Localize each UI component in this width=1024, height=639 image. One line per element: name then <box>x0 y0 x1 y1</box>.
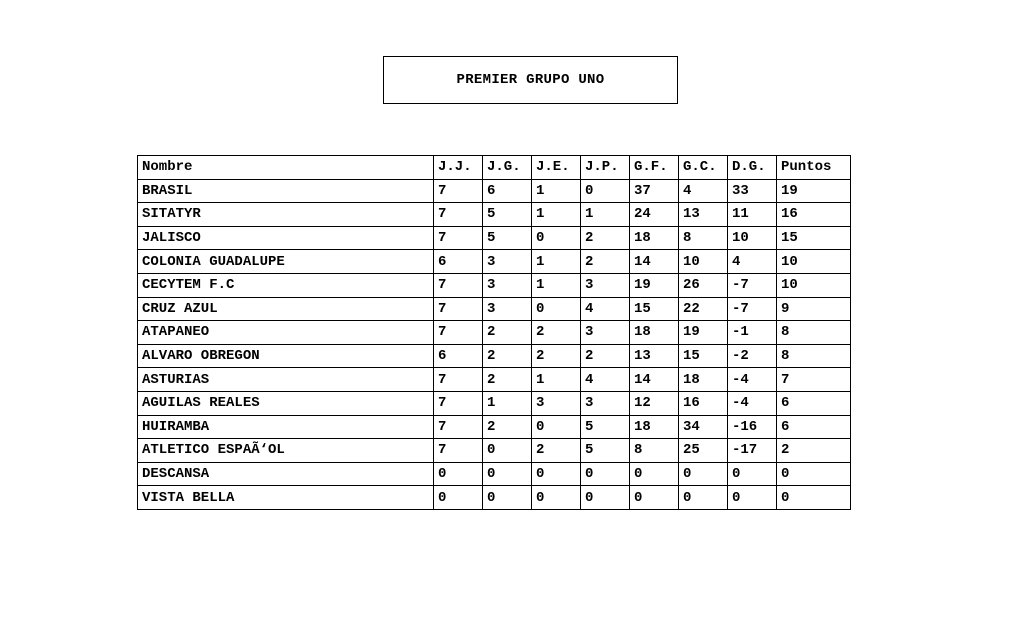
stat-cell: 6 <box>483 179 532 203</box>
stat-cell: 0 <box>679 462 728 486</box>
stat-cell: 7 <box>434 439 483 463</box>
column-header: G.F. <box>630 156 679 180</box>
stat-cell: 14 <box>630 250 679 274</box>
stat-cell: 2 <box>581 250 630 274</box>
stat-cell: 10 <box>679 250 728 274</box>
stat-cell: 0 <box>581 462 630 486</box>
stat-cell: 0 <box>483 486 532 510</box>
stat-cell: 33 <box>728 179 777 203</box>
stat-cell: 1 <box>581 203 630 227</box>
table-row <box>138 321 851 345</box>
stat-cell: -7 <box>728 297 777 321</box>
stat-cell: 18 <box>630 321 679 345</box>
stat-cell: 15 <box>679 344 728 368</box>
stat-cell: 0 <box>532 415 581 439</box>
stat-cell: 0 <box>532 486 581 510</box>
table-row <box>138 486 851 510</box>
stat-cell: 7 <box>434 226 483 250</box>
stat-cell: 0 <box>434 486 483 510</box>
page-title: PREMIER GRUPO UNO <box>456 72 605 88</box>
stat-cell: 7 <box>434 203 483 227</box>
team-name-cell: AGUILAS REALES <box>138 391 434 415</box>
team-name-cell: VISTA BELLA <box>138 486 434 510</box>
stat-cell: 5 <box>483 226 532 250</box>
stat-cell: 0 <box>728 462 777 486</box>
stat-cell: 0 <box>483 439 532 463</box>
stat-cell: 19 <box>777 179 851 203</box>
table-body <box>138 179 851 509</box>
table-row <box>138 439 851 463</box>
stat-cell: 4 <box>679 179 728 203</box>
stat-cell: 2 <box>532 439 581 463</box>
stat-cell: 7 <box>434 297 483 321</box>
stat-cell: 6 <box>777 391 851 415</box>
stat-cell: 7 <box>434 415 483 439</box>
table-row <box>138 368 851 392</box>
stat-cell: 25 <box>679 439 728 463</box>
column-header: Nombre <box>138 156 434 180</box>
stat-cell: 2 <box>581 344 630 368</box>
stat-cell: 6 <box>434 344 483 368</box>
stat-cell: 7 <box>777 368 851 392</box>
table-row <box>138 462 851 486</box>
team-name-cell: CRUZ AZUL <box>138 297 434 321</box>
table-row <box>138 391 851 415</box>
team-name-cell: DESCANSA <box>138 462 434 486</box>
stat-cell: 1 <box>532 250 581 274</box>
stat-cell: 2 <box>777 439 851 463</box>
stat-cell: 6 <box>434 250 483 274</box>
team-name-cell: ALVARO OBREGON <box>138 344 434 368</box>
stat-cell: 2 <box>483 368 532 392</box>
table-row <box>138 297 851 321</box>
stat-cell: 2 <box>581 226 630 250</box>
stat-cell: 18 <box>630 415 679 439</box>
standings-table <box>137 155 851 510</box>
stat-cell: 0 <box>630 462 679 486</box>
stat-cell: 0 <box>532 226 581 250</box>
stat-cell: 26 <box>679 273 728 297</box>
stat-cell: 0 <box>532 297 581 321</box>
stat-cell: 4 <box>581 297 630 321</box>
table-row <box>138 415 851 439</box>
stat-cell: -1 <box>728 321 777 345</box>
column-header: Puntos <box>777 156 851 180</box>
team-name-cell: HUIRAMBA <box>138 415 434 439</box>
stat-cell: 3 <box>483 250 532 274</box>
stat-cell: 0 <box>532 462 581 486</box>
stat-cell: 19 <box>630 273 679 297</box>
stat-cell: -7 <box>728 273 777 297</box>
stat-cell: 1 <box>532 368 581 392</box>
page-title-box <box>383 56 678 104</box>
stat-cell: 0 <box>581 179 630 203</box>
stat-cell: 5 <box>581 415 630 439</box>
stat-cell: 19 <box>679 321 728 345</box>
stat-cell: 2 <box>532 344 581 368</box>
team-name-cell: JALISCO <box>138 226 434 250</box>
stat-cell: 37 <box>630 179 679 203</box>
stat-cell: 6 <box>777 415 851 439</box>
stat-cell: 0 <box>630 486 679 510</box>
stat-cell: 9 <box>777 297 851 321</box>
stat-cell: 16 <box>679 391 728 415</box>
stat-cell: 0 <box>679 486 728 510</box>
stat-cell: 0 <box>581 486 630 510</box>
stat-cell: 13 <box>679 203 728 227</box>
stat-cell: 15 <box>630 297 679 321</box>
stat-cell: 1 <box>532 179 581 203</box>
stat-cell: 3 <box>581 321 630 345</box>
team-name-cell: COLONIA GUADALUPE <box>138 250 434 274</box>
stat-cell: 16 <box>777 203 851 227</box>
stat-cell: 18 <box>630 226 679 250</box>
stat-cell: 24 <box>630 203 679 227</box>
stat-cell: 8 <box>679 226 728 250</box>
stat-cell: 1 <box>532 273 581 297</box>
stat-cell: 0 <box>777 462 851 486</box>
stat-cell: 3 <box>581 391 630 415</box>
table-row <box>138 226 851 250</box>
column-header: J.E. <box>532 156 581 180</box>
column-header: G.C. <box>679 156 728 180</box>
table-row <box>138 344 851 368</box>
stat-cell: 22 <box>679 297 728 321</box>
stat-cell: 8 <box>777 321 851 345</box>
stat-cell: -4 <box>728 368 777 392</box>
stat-cell: 0 <box>483 462 532 486</box>
stat-cell: 0 <box>434 462 483 486</box>
stat-cell: 4 <box>581 368 630 392</box>
stat-cell: -17 <box>728 439 777 463</box>
stat-cell: 11 <box>728 203 777 227</box>
stat-cell: 8 <box>777 344 851 368</box>
stat-cell: 1 <box>532 203 581 227</box>
stat-cell: 14 <box>630 368 679 392</box>
table-row <box>138 203 851 227</box>
stat-cell: 7 <box>434 321 483 345</box>
stat-cell: 7 <box>434 179 483 203</box>
column-header: J.J. <box>434 156 483 180</box>
table-header-row <box>138 156 851 180</box>
stat-cell: 7 <box>434 368 483 392</box>
column-header: J.G. <box>483 156 532 180</box>
stat-cell: 7 <box>434 391 483 415</box>
stat-cell: 0 <box>728 486 777 510</box>
table-row <box>138 179 851 203</box>
stat-cell: 3 <box>532 391 581 415</box>
stat-cell: -2 <box>728 344 777 368</box>
stat-cell: 3 <box>581 273 630 297</box>
stat-cell: 10 <box>728 226 777 250</box>
stat-cell: 10 <box>777 250 851 274</box>
stat-cell: 2 <box>483 321 532 345</box>
team-name-cell: BRASIL <box>138 179 434 203</box>
column-header: D.G. <box>728 156 777 180</box>
column-header: J.P. <box>581 156 630 180</box>
stat-cell: 12 <box>630 391 679 415</box>
stat-cell: 13 <box>630 344 679 368</box>
stat-cell: 3 <box>483 297 532 321</box>
stat-cell: 2 <box>532 321 581 345</box>
stat-cell: 34 <box>679 415 728 439</box>
stat-cell: 10 <box>777 273 851 297</box>
team-name-cell: ATLETICO ESPAÃ‘OL <box>138 439 434 463</box>
stat-cell: 8 <box>630 439 679 463</box>
stat-cell: 7 <box>434 273 483 297</box>
stat-cell: 0 <box>777 486 851 510</box>
stat-cell: -16 <box>728 415 777 439</box>
table-row <box>138 273 851 297</box>
stat-cell: -4 <box>728 391 777 415</box>
stat-cell: 2 <box>483 415 532 439</box>
stat-cell: 5 <box>483 203 532 227</box>
team-name-cell: CECYTEM F.C <box>138 273 434 297</box>
stat-cell: 3 <box>483 273 532 297</box>
table-row <box>138 250 851 274</box>
team-name-cell: ATAPANEO <box>138 321 434 345</box>
stat-cell: 5 <box>581 439 630 463</box>
stat-cell: 18 <box>679 368 728 392</box>
stat-cell: 1 <box>483 391 532 415</box>
team-name-cell: ASTURIAS <box>138 368 434 392</box>
team-name-cell: SITATYR <box>138 203 434 227</box>
stat-cell: 15 <box>777 226 851 250</box>
stat-cell: 2 <box>483 344 532 368</box>
stat-cell: 4 <box>728 250 777 274</box>
